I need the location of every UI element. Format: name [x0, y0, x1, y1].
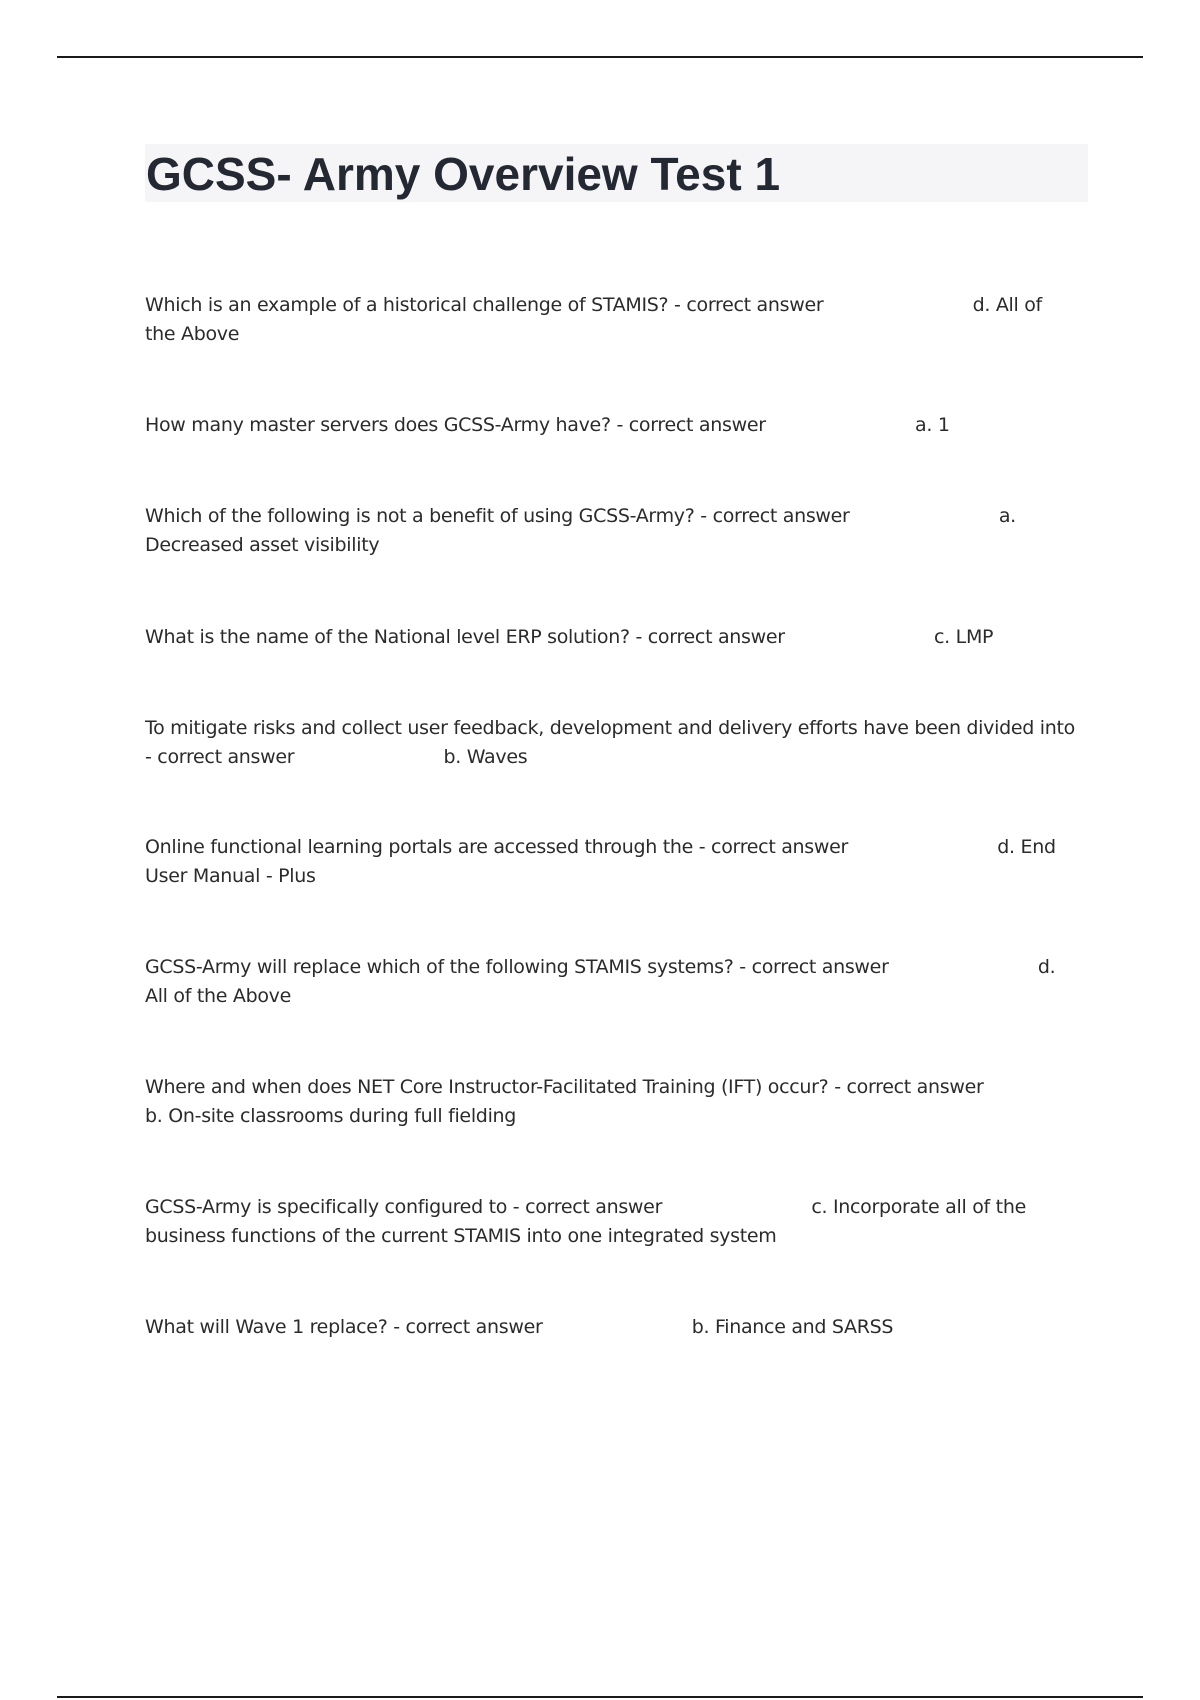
question-text: GCSS-Army is specifically configured to - correct answer	[145, 1196, 663, 1218]
qa-item-7	[145, 953, 1075, 1011]
document-title: GCSS- Army Overview Test 1	[146, 148, 781, 200]
question-text: Online functional learning portals are accessed through the - correct answer	[145, 836, 849, 858]
answer-text: a. 1	[915, 414, 950, 436]
qa-item-3	[145, 502, 1075, 560]
qa-item-5	[145, 714, 1081, 772]
answer-text: b. Finance and SARSS	[691, 1316, 894, 1338]
answer-gap	[543, 1316, 692, 1338]
qa-item-4	[145, 623, 1075, 652]
qa-item-10	[145, 1313, 1075, 1342]
answer-text: c. Incorporate all of the business functions of the current STAMIS into one integrated system	[145, 1196, 1032, 1247]
question-text: How many master servers does GCSS-Army have? - correct answer	[145, 414, 766, 436]
question-text: What is the name of the National level ERP solution? - correct answer	[145, 626, 785, 648]
answer-gap	[823, 294, 972, 316]
answer-gap	[984, 1076, 1133, 1098]
question-text: GCSS-Army will replace which of the following STAMIS systems? - correct answer	[145, 956, 889, 978]
qa-item-9	[145, 1193, 1075, 1251]
answer-text: c. LMP	[934, 626, 994, 648]
qa-item-6	[145, 833, 1075, 891]
question-text: Which of the following is not a benefit of using GCSS-Army? - correct answer	[145, 505, 850, 527]
question-text: What will Wave 1 replace? - correct answer	[145, 1316, 543, 1338]
answer-gap	[785, 626, 934, 648]
answer-gap	[766, 414, 915, 436]
answer-gap	[848, 836, 997, 858]
qa-item-1	[145, 291, 1075, 349]
question-text: Which is an example of a historical challenge of STAMIS? - correct answer	[145, 294, 824, 316]
answer-text: d. All of the Above	[145, 294, 1048, 345]
qa-item-2	[145, 411, 1075, 440]
answer-gap	[294, 746, 443, 768]
answer-text: d. End User Manual - Plus	[145, 836, 1062, 887]
question-text: To mitigate risks and collect user feedback, development and delivery efforts have been divided into - correct answer	[145, 717, 1081, 768]
answer-text: d. All of the Above	[145, 956, 1062, 1007]
bottom-rule	[57, 1696, 1143, 1698]
top-rule	[57, 56, 1143, 58]
answer-text: a. Decreased asset visibility	[145, 505, 1022, 556]
qa-item-8	[145, 1073, 1075, 1131]
question-text: Where and when does NET Core Instructor-Facilitated Training (IFT) occur? - correct answer	[145, 1076, 984, 1098]
answer-gap	[850, 505, 999, 527]
answer-gap	[889, 956, 1038, 978]
answer-text: b. Waves	[443, 746, 528, 768]
answer-gap	[662, 1196, 811, 1218]
answer-text: b. On-site classrooms during full fielding	[145, 1105, 517, 1127]
